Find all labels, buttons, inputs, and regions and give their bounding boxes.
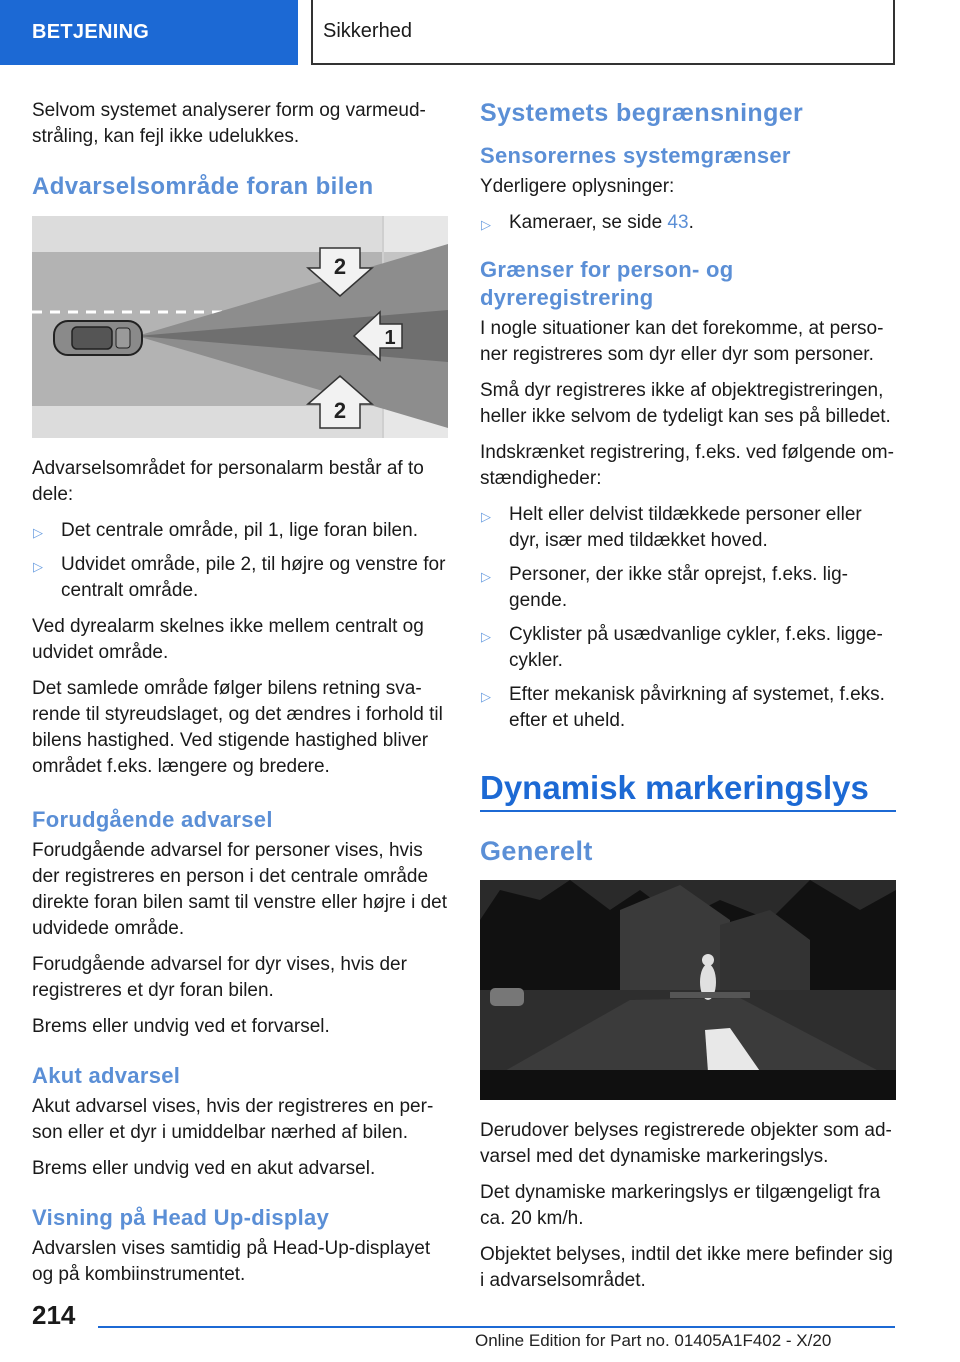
page-link[interactable]: 43: [667, 212, 689, 233]
list-item: ▷ Helt eller delvist tildækkede personer eller dyr, især med tildækket hoved.: [481, 504, 862, 551]
heading-general: Generelt: [480, 836, 593, 866]
heading-sensor-limits: Sensorernes systemgrænser: [480, 143, 791, 168]
warning-area-diagram: [32, 216, 448, 438]
acute-warning-text-2: Brems eller undvig ved en akut advarsel.: [32, 1158, 376, 1179]
heading-acute-warning: Akut advarsel: [32, 1063, 181, 1088]
pre-warning-text-2: Forudgående advarsel for dyr vises, hvis der registreres et dyr foran bilen.: [32, 954, 407, 1001]
list-item: ▷ Udvidet område, pile 2, til højre og venstre for centralt område.: [33, 554, 446, 601]
right-column: [480, 98, 896, 1304]
head-up-text: Advarslen vises samtidig på Head-Up-displayet og på kombiinstrumentet.: [32, 1238, 431, 1285]
dynamic-light-text-1: Derudover belyses registrerede objekter som advarsel med det dynamiske markeringslys.: [480, 1120, 892, 1167]
animal-alarm-text: Ved dyrealarm skelnes ikke mellem centralt og udvidet område.: [32, 616, 424, 663]
area-description: Advarselsområdet for personalarm består af to dele:: [32, 458, 424, 505]
heading-dynamic-light-wrapper: [480, 768, 896, 812]
list-item: ▷ Kameraer, se side 43.: [480, 210, 896, 236]
pre-warning-text-1: Forudgående advarsel for personer vises, hvis der registreres en person i det centrale område direkte foran bilen samt til venstre eller højre i det udvidede område.: [32, 840, 448, 939]
heading-dynamic-light: Dynamisk markeringslys: [480, 769, 869, 806]
page-number: 214: [32, 1300, 76, 1330]
acute-warning-text-1: Akut advarsel vises, hvis der registreres en person eller et dyr i umiddelbar nærhed af bilen.: [32, 1096, 434, 1143]
car-icon: [54, 321, 142, 355]
intro-text: Selvom systemet analyserer form og varmeudstråling, kan fejl ikke udelukkes.: [32, 100, 426, 147]
detection-text-2: Små dyr registreres ikke af objektregistreringen, heller ikke selvom de tydeligt kan ses på billedet.: [480, 380, 891, 427]
more-info-label: Yderligere oplysninger:: [480, 176, 675, 197]
list-item: ▷ Efter mekanisk påvirkning af systemet, f.eks. efter et uheld.: [481, 684, 885, 731]
dynamic-light-text-2: Det dynamiske markeringslys er tilgængeligt fra ca. 20 km/h.: [480, 1182, 881, 1229]
limits-list: [480, 502, 896, 734]
dynamic-light-text-3: Objektet belyses, indtil det ikke mere befinder sig i advarselsområdet.: [480, 1244, 893, 1291]
arrow-label: 2: [333, 398, 347, 423]
triangle-bullet-icon: ▷: [481, 629, 491, 644]
more-info-list: [480, 210, 896, 236]
chapter-title: Sikkerhed: [311, 0, 895, 65]
area-list: [32, 518, 448, 604]
list-item: ▷ Personer, der ikke står oprejst, f.eks. liggende.: [481, 564, 848, 611]
heading-warning-area: Advarselsområde foran bilen: [32, 173, 374, 200]
triangle-bullet-icon: ▷: [481, 689, 491, 704]
list-item: ▷ Det centrale område, pil 1, lige foran bilen.: [32, 518, 448, 544]
footer-divider: [98, 1326, 895, 1328]
arrow-label: 1: [384, 327, 396, 349]
triangle-bullet-icon: ▷: [481, 569, 491, 584]
heading-pre-warning: Forudgående advarsel: [32, 807, 273, 832]
heading-detection-limits: Grænser for person- og dyreregistrering: [480, 257, 734, 310]
section-tab[interactable]: BETJENING: [0, 0, 298, 65]
triangle-bullet-icon: ▷: [33, 525, 43, 540]
left-column: [32, 98, 448, 1298]
total-area-text: Det samlede område følger bilens retning svarende til styreudslaget, og det ændres i forhold til bilens hastighed. Ved stigende hastighed bliver området f.eks. længere og bredere.: [32, 678, 443, 777]
detection-text-1: I nogle situationer kan det forekomme, at personer registreres som dyr eller dyr som personer.: [480, 318, 884, 365]
edition-text: Online Edition for Part no. 01405A1F402 - X/20: [475, 1331, 832, 1350]
triangle-bullet-icon: ▷: [33, 559, 43, 574]
night-road-photo: [480, 880, 896, 1100]
detection-text-3: Indskrænket registrering, f.eks. ved følgende omstændigheder:: [480, 442, 894, 489]
pre-warning-text-3: Brems eller undvig ved et forvarsel.: [32, 1016, 330, 1037]
heading-head-up-display: Visning på Head Up-display: [32, 1205, 330, 1230]
triangle-bullet-icon: ▷: [481, 509, 491, 524]
arrow-label: 2: [333, 254, 347, 279]
list-item: ▷ Cyklister på usædvanlige cykler, f.eks. liggecykler.: [481, 624, 883, 671]
heading-system-limits: Systemets begrænsninger: [480, 99, 804, 127]
triangle-bullet-icon: ▷: [481, 217, 491, 232]
